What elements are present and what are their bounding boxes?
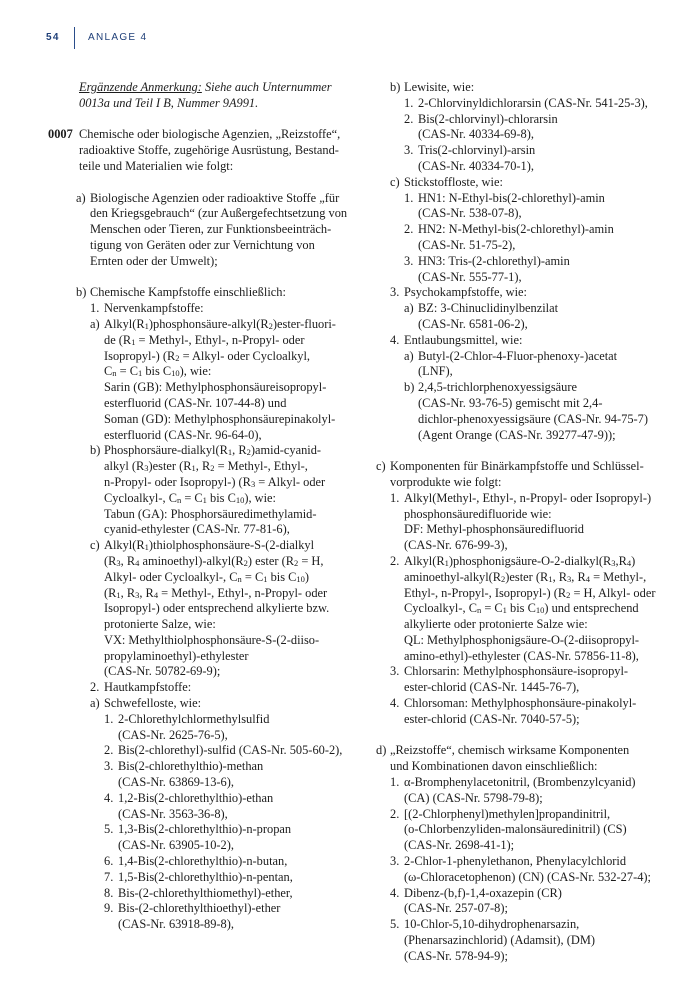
- item-d: d) „Reizstoffe“, chemisch wirksame Komponenten und Kombinationen davon einschließlich:: [376, 743, 630, 774]
- list-item-line: HN2: N-Methyl-bis(2-chlorethyl)-amin: [418, 222, 614, 237]
- item-marker: 4.: [390, 696, 400, 711]
- list-item-line: (CAS-Nr. 40334-69-8),: [418, 127, 534, 142]
- list-item: [376, 112, 666, 144]
- list-item-line: Tris(2-chlorvinyl)-arsin: [418, 143, 536, 158]
- item-b3a: a) BZ: 3-Chinuclidinylbenzilat (CAS-Nr. 6581-06-2),: [404, 301, 559, 331]
- list-item-number: 3.: [404, 143, 414, 158]
- list-item-line: (CAS-Nr. 40334-70-1),: [418, 158, 534, 173]
- note-label: Ergänzende Anmerkung:: [79, 80, 202, 94]
- list-item-line: Bis(2-chlorethyl)-sulfid (CAS-Nr. 505-60-2),: [118, 743, 343, 758]
- item-marker: a): [90, 316, 100, 331]
- item-marker: 4.: [390, 332, 400, 347]
- item-line: Hautkampfstoffe:: [104, 680, 192, 695]
- item-c4: 4. Chlorsoman: Methylphosphonsäure-pinakolyl- ester-chlorid (CAS-Nr. 7040-57-5);: [390, 696, 637, 726]
- list-item-number: 4.: [390, 885, 400, 900]
- item-b: [48, 285, 348, 301]
- item-b3: [376, 285, 666, 301]
- list-item-line: α-Bromphenylacetonitril, (Brombenzylcyanid): [404, 775, 636, 790]
- list-item-number: 2.: [104, 743, 114, 758]
- item-b4b: b) 2,4,5-trichlorphenoxyessigsäure (CAS-Nr. 93-76-5) gemischt mit 2,4- dichlor-phenoxyessigsäure (CAS-Nr. 94-75-7) (Agent Orange (CAS-Nr. 39277-47-9));: [404, 380, 648, 442]
- list-item-line: Bis-(2-chlorethylthioethyl)-ether: [118, 901, 281, 916]
- list-item-number: 4.: [104, 790, 114, 805]
- item-b1a: a) $Alkyl(R_1)phosphonsäure-alkyl(R_2)ester-fluori-$ de ($R_1$ = Methyl-, Ethyl-, n-Propyl- oder Isopropyl-) ($R_2$ = Alkyl- oder Cycloalkyl, $C_n = C_1$ bis $C_{10}$), wie: Sarin (GB): Methylphosphonsäureisopropyl- esterfluorid (CAS-Nr. 107-44-8) und Soman (GD): Methylphosphonsäurepinakolyl- esterfluorid (CAS-Nr. 96-64-0),: [90, 316, 336, 442]
- list-item-line: HN1: N-Ethyl-bis(2-chlorethyl)-amin: [418, 190, 605, 205]
- section-title: ANLAGE 4: [88, 32, 148, 44]
- list-item: [48, 791, 348, 823]
- item-line: Schwefelloste, wie:: [104, 696, 202, 711]
- list-item-line: (CAS-Nr. 63869-13-6),: [118, 775, 234, 790]
- list-item: [376, 807, 666, 854]
- list-item-line: 1,5-Bis(2-chlorethylthio)-n-pentan,: [118, 869, 293, 884]
- list-item-number: 1.: [390, 775, 400, 790]
- item-line: Lewisite, wie:: [404, 80, 475, 94]
- list-item-line: 1,3-Bis(2-chlorethylthio)-n-propan: [118, 822, 292, 837]
- list-item-line: (CAS-Nr. 2698-41-1);: [404, 838, 515, 853]
- item-a: [48, 191, 348, 270]
- list-item: [48, 901, 348, 933]
- item-marker: a): [404, 348, 414, 363]
- item-b2: [48, 680, 348, 696]
- list-item-line: (CAS-Nr. 538-07-8),: [418, 206, 522, 221]
- item-b2c: [376, 175, 666, 191]
- list-item: [376, 886, 666, 918]
- right-column: [376, 80, 666, 965]
- item-marker: b): [404, 380, 415, 395]
- note-text-2: 0013a und Teil I B, Nummer 9A991.: [79, 95, 259, 110]
- list-item-line: Bis(2-chlorethylthio)-methan: [118, 759, 264, 774]
- item-line: Nervenkampfstoffe:: [104, 301, 204, 316]
- item-line: Chemische Kampfstoffe einschließlich:: [90, 285, 286, 300]
- entry-line: radioaktive Stoffe, zugehörige Ausrüstung, Bestand-: [79, 143, 339, 158]
- list-item-number: 5.: [104, 822, 114, 837]
- list-item-line: (CAS-Nr. 63905-10-2),: [118, 838, 234, 853]
- list-item-number: 5.: [390, 917, 400, 932]
- note-text: Siehe auch Unternummer: [201, 80, 332, 94]
- list-item-line: HN3: Tris-(2-chlorethyl)-amin: [418, 253, 570, 268]
- left-column: [48, 80, 348, 933]
- item-marker: 2.: [390, 553, 400, 568]
- item-c: c) Komponenten für Binärkampfstoffe und Schlüssel- vorprodukte wie folgt:: [376, 459, 644, 489]
- list-item: [48, 854, 348, 870]
- list-item-number: 1.: [404, 190, 414, 205]
- list-item: [376, 254, 666, 286]
- list-item-line: 2-Chlorvinyldichlorarsin (CAS-Nr. 541-25-3),: [418, 95, 648, 110]
- list-item-line: (CAS-Nr. 51-75-2),: [418, 237, 516, 252]
- item-b2b: [376, 80, 666, 96]
- item-c1: 1. Alkyl(Methyl-, Ethyl-, n-Propyl- oder Isopropyl-) phosphonsäuredifluoride wie: DF: Methyl-phosphonsäuredifluorid (CAS-Nr. 676-99-3),: [390, 490, 652, 553]
- list-item-line: 2-Chlor-1-phenylethanon, Phenylacylchlorid: [404, 854, 627, 869]
- list-item-number: 7.: [104, 869, 114, 884]
- item-marker: d): [376, 743, 387, 758]
- list-item-line: (CAS-Nr. 257-07-8);: [404, 901, 508, 916]
- item-marker: 1.: [390, 490, 400, 505]
- mustard-list: [48, 712, 348, 933]
- list-item-number: 3.: [404, 253, 414, 268]
- entry-line: Chemische oder biologische Agenzien, „Reizstoffe“,: [79, 127, 341, 142]
- list-item-number: 2.: [390, 806, 400, 821]
- list-item: [376, 191, 666, 223]
- list-item: [48, 822, 348, 854]
- list-item: [376, 917, 666, 964]
- entry-number: 0007: [48, 127, 73, 142]
- item-marker: 1.: [90, 301, 100, 316]
- item-marker: a): [90, 696, 100, 711]
- item-b2a: [48, 696, 348, 712]
- item-b4: [376, 333, 666, 349]
- item-line: Menschen oder Tieren, zur Funktionsbeeinträch-: [90, 222, 332, 237]
- lewisite-list: [376, 96, 666, 175]
- item-marker: b): [76, 285, 87, 300]
- list-item: [48, 886, 348, 902]
- list-item-line: [(2-Chlorphenyl)methylen]propandinitril,: [404, 806, 611, 821]
- irritant-list: [376, 775, 666, 965]
- list-item-number: 6.: [104, 854, 114, 869]
- entry-line: teile und Materialien wie folgt:: [79, 158, 234, 173]
- item-marker: c): [376, 459, 386, 474]
- list-item-line: (o-Chlorbenzyliden-malonsäuredinitril) (CS): [404, 822, 627, 837]
- list-item: [376, 96, 666, 112]
- list-item-number: 9.: [104, 901, 114, 916]
- item-c3: 3. Chlorsarin: Methylphosphonsäure-isopropyl- ester-chlorid (CAS-Nr. 1445-76-7),: [390, 664, 629, 695]
- list-item-line: (ω-Chloracetophenon) (CN) (CAS-Nr. 532-27-4);: [404, 869, 651, 884]
- list-item: [376, 222, 666, 254]
- list-item: [48, 759, 348, 791]
- item-line: Biologische Agenzien oder radioaktive Stoffe „für: [90, 190, 340, 205]
- header-divider: [74, 27, 75, 49]
- item-c2: 2. $Alkyl(R_1)phosphonigsäure-O-2-dialkyl(R_3,R_4)$ aminoethyl-$alkyl(R_2)ester$ ($R_1$, $R_3$, $R_4$ = Methyl-, Ethyl-, n-Propyl-, Isopropyl-) ($R_2 = H$, Alkyl- oder Cycloalkyl-, $C_n = C_1$ bis $C_{10}$) und entsprechend alkylierte oder protonierte Salze wie: QL: Methylphosphonigsäure-O-(2-diisopropyl- amino-ethyl)-ethylester (CAS-Nr. 57856-11-8),: [390, 553, 656, 663]
- list-item-number: 1.: [404, 95, 414, 110]
- item-line: Psychokampfstoffe, wie:: [404, 285, 527, 300]
- list-item-number: 3.: [104, 759, 114, 774]
- list-item-line: 2-Chlorethylchlormethylsulfid: [118, 711, 270, 726]
- nitrogen-list: [376, 191, 666, 286]
- list-item-line: (CAS-Nr. 63918-89-8),: [118, 917, 234, 932]
- item-b4a: a) Butyl-(2-Chlor-4-Fluor-phenoxy-)acetat (LNF),: [404, 348, 618, 379]
- item-line: tigung von Geräten oder zur Vernichtung von: [90, 237, 315, 252]
- list-item: [48, 712, 348, 744]
- item-b1b: b) Phosphorsäure-$dialkyl(R_1$, $R_2)amid-cyanid-$ alkyl $(R_3)ester$ ($R_1$, $R_2$ = Methyl-, Ethyl-, n-Propyl- oder Isopropyl-) ($R_3$ = Alkyl- oder Cycloalkyl-, $C_n = C_1$ bis $C_{10}$), wie: Tabun (GA): Phosphorsäuredimethylamid- cyanid-ethylester (CAS-Nr. 77-81-6),: [90, 443, 326, 537]
- list-item: [376, 143, 666, 175]
- list-item: [376, 775, 666, 807]
- list-item-number: 2.: [404, 111, 414, 126]
- list-item: [48, 870, 348, 886]
- list-item-line: (CAS-Nr. 2625-76-5),: [118, 727, 228, 742]
- supplementary-note: [48, 80, 348, 112]
- item-b1c: c) $Alkyl(R_1)thiolphosphonsäure-S-(2$-dialkyl ($R_3$, $R_4$ $aminoethyl)-alkyl(R_2)$ ester ($R_2 = H$, Alkyl- oder Cycloalkyl-, $C_n = C_1$ bis $C_{10}$) ($R_1$, $R_3$, $R_4$ = Methyl-, Ethyl-, n-Propyl- oder Isopropyl-) oder entsprechend alkylierte bzw. protonierte Salze, wie: VX: Methylthiolphosphonsäure-S-(2-diiso- propylaminoethyl)-ethylester (CAS-Nr. 50782-69-9);: [90, 538, 330, 679]
- item-line: Ernten oder der Umwelt);: [90, 253, 218, 268]
- item-marker: a): [404, 301, 414, 316]
- item-marker: c): [390, 174, 400, 189]
- list-item-line: (Phenarsazinchlorid) (Adamsit), (DM): [404, 933, 595, 948]
- entry-0007: [48, 127, 348, 174]
- list-item-line: (CAS-Nr. 3563-36-8),: [118, 806, 228, 821]
- item-marker: 3.: [390, 664, 400, 679]
- list-item-line: 10-Chlor-5,10-dihydrophenarsazin,: [404, 917, 580, 932]
- list-item-line: 1,2-Bis(2-chlorethylthio)-ethan: [118, 790, 274, 805]
- item-line: Stickstofflоste, wie:: [404, 174, 503, 189]
- list-item-line: Bis-(2-chlorethylthiomethyl)-ether,: [118, 885, 293, 900]
- list-item: [376, 854, 666, 886]
- list-item-number: 2.: [404, 222, 414, 237]
- list-item-line: (CAS-Nr. 555-77-1),: [418, 269, 522, 284]
- page-number: 54: [46, 32, 60, 44]
- item-marker: c): [90, 538, 100, 553]
- list-item-number: 8.: [104, 885, 114, 900]
- item-line: Entlaubungsmittel, wie:: [404, 332, 523, 347]
- list-item-line: (CAS-Nr. 578-94-9);: [404, 948, 508, 963]
- item-marker: a): [76, 190, 86, 205]
- item-b1: [48, 301, 348, 317]
- item-line: den Kriegsgebrauch“ (zur Außergefechtsetzung von: [90, 206, 348, 221]
- list-item-line: Dibenz-(b,f)-1,4-oxazepin (CR): [404, 885, 562, 900]
- list-item: [48, 743, 348, 759]
- item-marker: b): [390, 80, 401, 94]
- list-item-number: 1.: [104, 711, 114, 726]
- list-item-line: Bis(2-chlorvinyl)-chlorarsin: [418, 111, 558, 126]
- page-header: [46, 26, 147, 50]
- list-item-line: 1,4-Bis(2-chlorethylthio)-n-butan,: [118, 854, 288, 869]
- item-marker: 2.: [90, 680, 100, 695]
- list-item-line: (CA) (CAS-Nr. 5798-79-8);: [404, 790, 543, 805]
- list-item-number: 3.: [390, 854, 400, 869]
- item-marker: 3.: [390, 285, 400, 300]
- item-marker: b): [90, 443, 101, 458]
